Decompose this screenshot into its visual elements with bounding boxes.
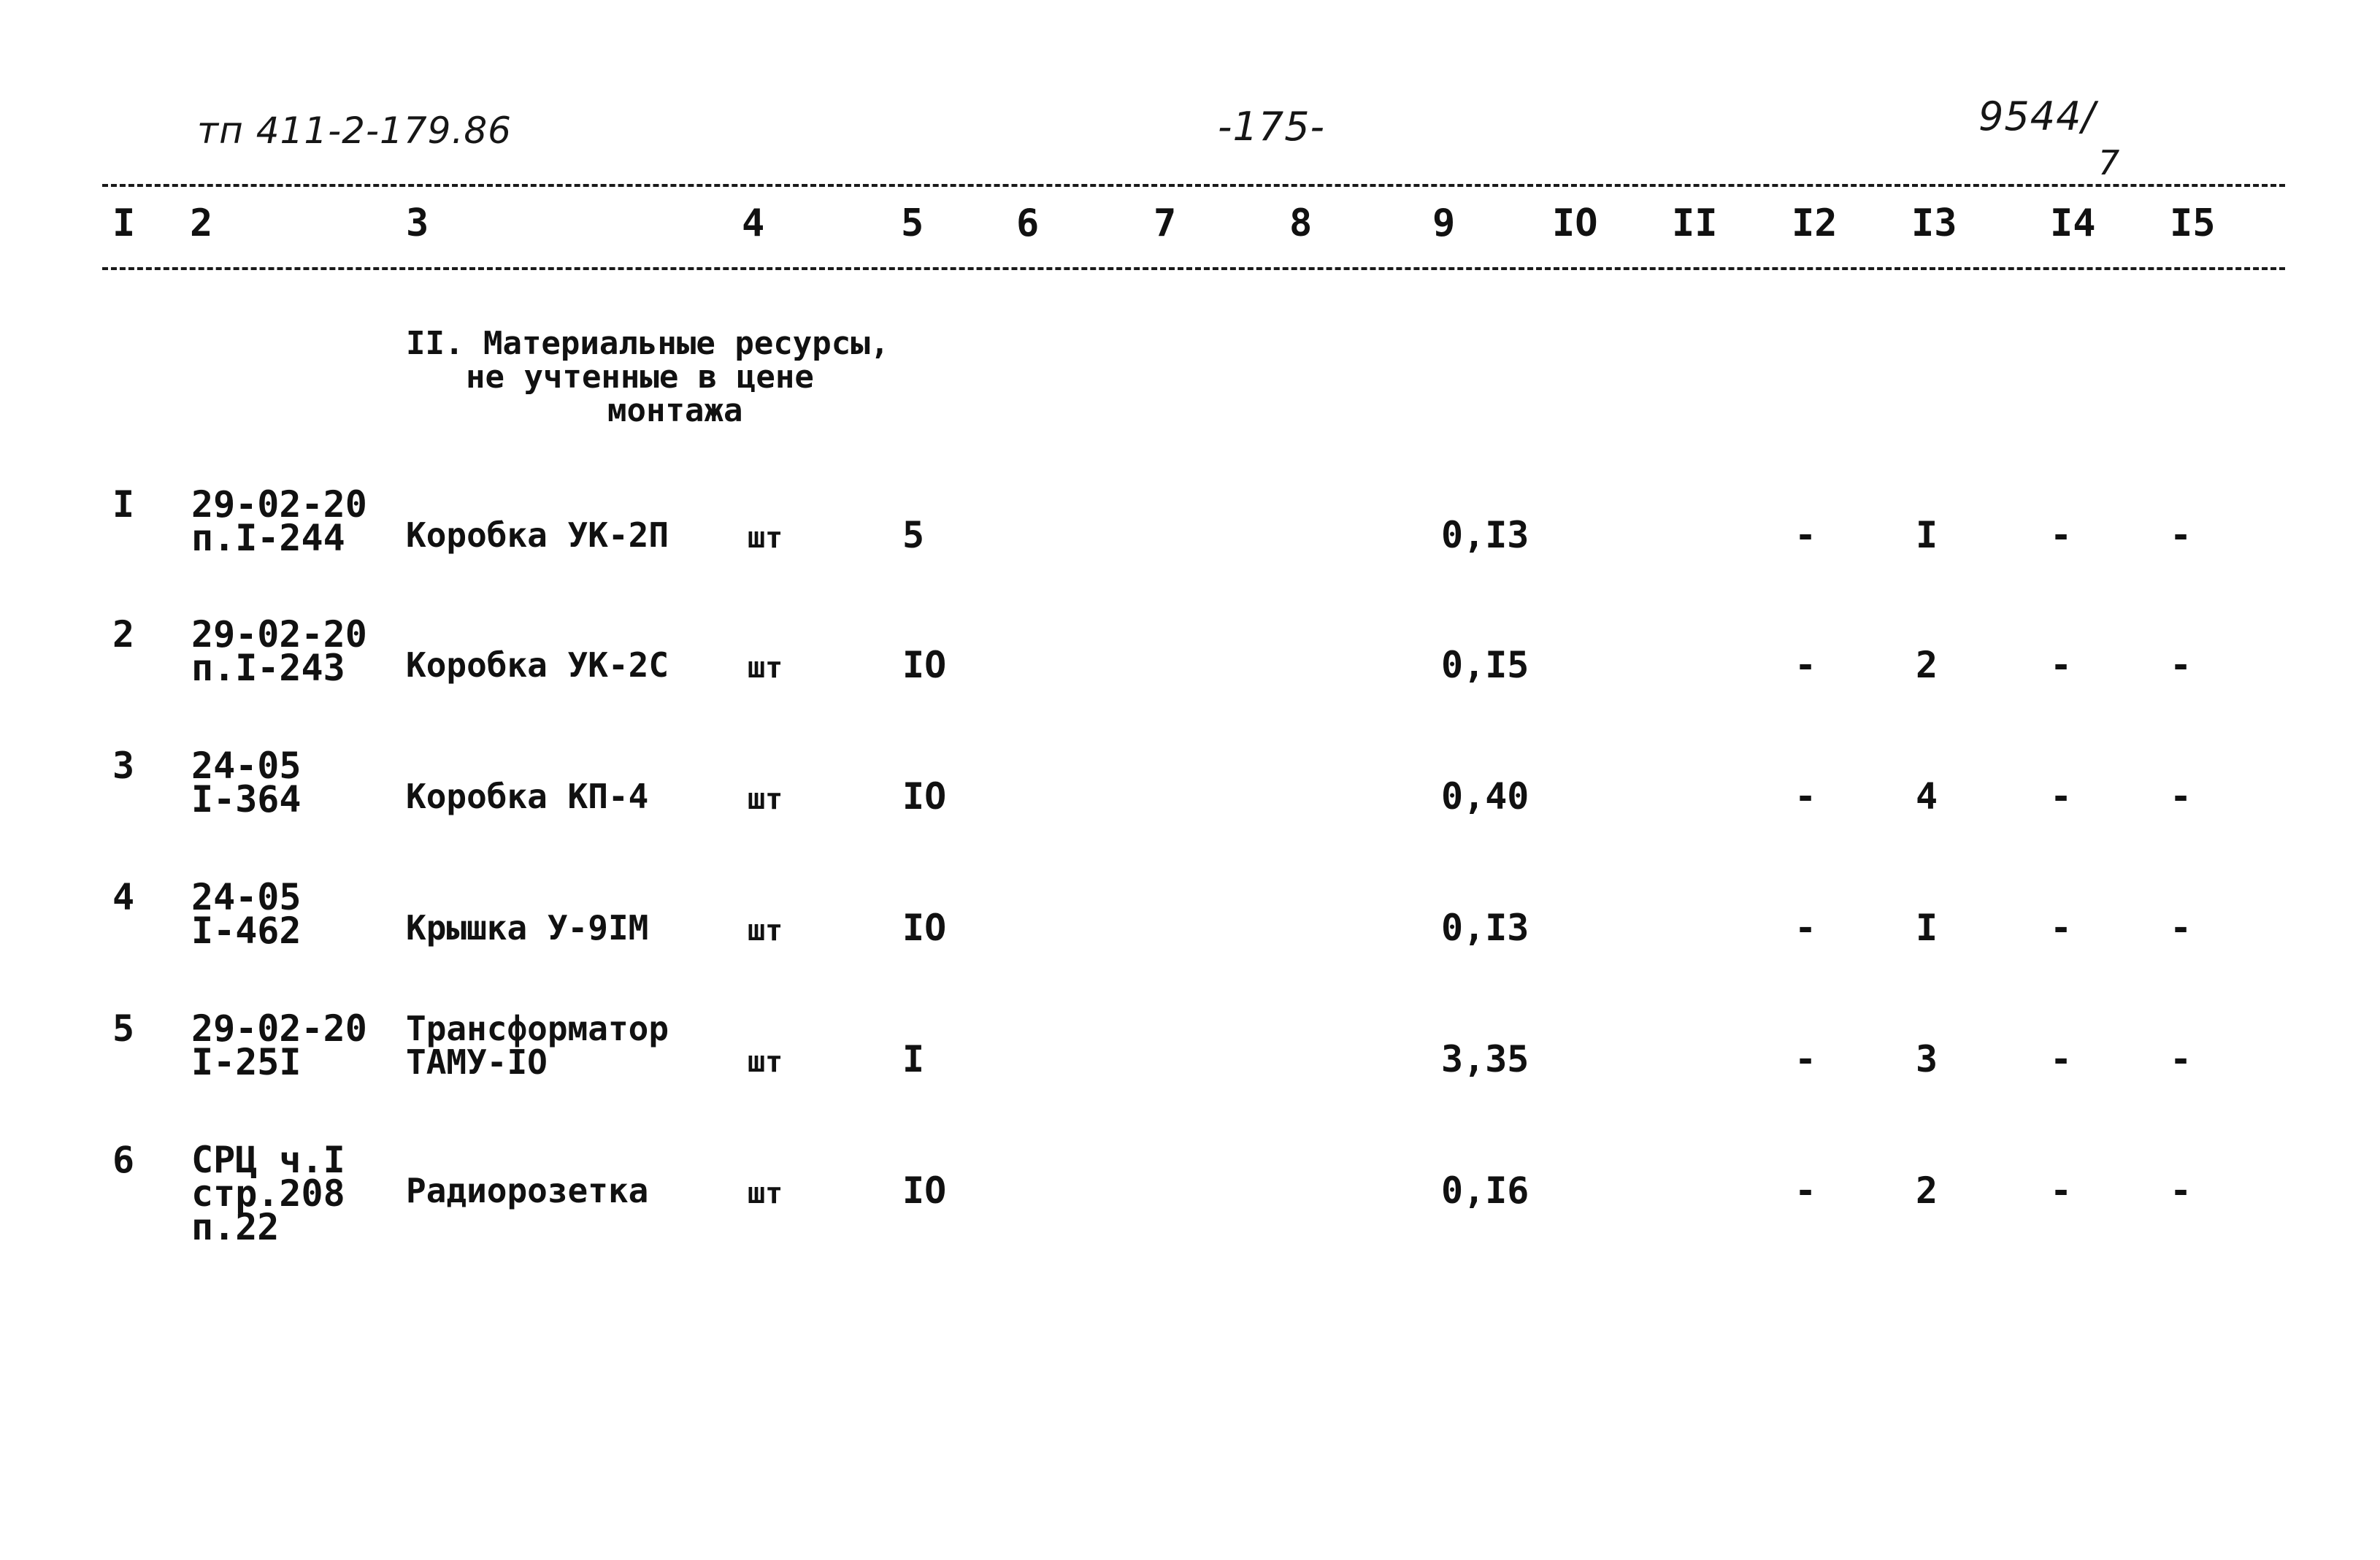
row-number: 3: [112, 745, 135, 787]
row-column-9: 0,I6: [1441, 1169, 1529, 1212]
table-row: [0, 745, 2380, 866]
row-column-9: 3,35: [1441, 1038, 1529, 1080]
row-column-15: -: [2170, 1169, 2192, 1212]
header-bottom-rule: [102, 267, 2285, 270]
row-column-14: -: [2050, 1169, 2073, 1212]
row-code: [191, 1139, 345, 1248]
row-unit: шт: [748, 914, 783, 948]
row-quantity: I: [902, 1038, 925, 1080]
row-code-line: СРЦ ч.I: [191, 1139, 345, 1181]
column-number: 8: [1289, 201, 1313, 245]
column-number: 4: [742, 201, 765, 245]
row-code-line: п.22: [191, 1206, 280, 1248]
row-column-12: -: [1794, 907, 1817, 949]
row-column-13: I: [1916, 907, 1938, 949]
row-code-line: п.I-244: [191, 517, 345, 559]
inventory-sub-number: 7: [2098, 143, 2121, 182]
row-column-14: -: [2050, 775, 2073, 818]
row-name: [406, 777, 649, 816]
row-code-line: стр.208: [191, 1172, 345, 1215]
column-number: 3: [406, 201, 429, 245]
row-column-13: 3: [1916, 1038, 1938, 1080]
row-name-line: Коробка УК-2С: [406, 645, 669, 685]
column-number: 7: [1153, 201, 1177, 245]
document-code: тп 411-2-179.86: [197, 109, 512, 152]
row-name-line: Радиорозетка: [406, 1171, 649, 1210]
row-name: [406, 908, 649, 948]
row-name: [406, 1171, 649, 1210]
row-column-14: -: [2050, 644, 2073, 686]
row-column-15: -: [2170, 775, 2192, 818]
page-number: -175-: [1218, 104, 1326, 150]
row-name-line: Коробка КП-4: [406, 777, 649, 816]
column-number: I3: [1911, 201, 1957, 245]
column-number: 9: [1432, 201, 1456, 245]
row-code: [191, 745, 302, 821]
row-column-15: -: [2170, 1038, 2192, 1080]
column-number: I4: [2050, 201, 2096, 245]
row-column-12: -: [1794, 644, 1817, 686]
section-title-line-3: монтажа: [607, 392, 743, 429]
row-unit: шт: [748, 1177, 783, 1210]
row-column-9: 0,I5: [1441, 644, 1529, 686]
row-column-14: -: [2050, 907, 2073, 949]
row-column-9: 0,I3: [1441, 514, 1529, 556]
row-column-12: -: [1794, 1169, 1817, 1212]
header-top-rule: [102, 184, 2285, 187]
section-title-line-2: не учтенные в цене: [466, 358, 814, 396]
row-column-13: I: [1916, 514, 1938, 556]
row-quantity: IO: [902, 644, 947, 686]
row-code-line: 29-02-20: [191, 613, 367, 656]
row-column-13: 2: [1916, 644, 1938, 686]
row-code: [191, 1007, 367, 1083]
row-code-line: 29-02-20: [191, 483, 367, 526]
row-column-13: 4: [1916, 775, 1938, 818]
column-number: I2: [1792, 201, 1838, 245]
row-column-9: 0,I3: [1441, 907, 1529, 949]
column-number: II: [1672, 201, 1718, 245]
row-name: [406, 1009, 669, 1082]
column-number: I5: [2170, 201, 2216, 245]
row-number: 5: [112, 1007, 135, 1050]
row-column-14: -: [2050, 514, 2073, 556]
row-name: [406, 515, 669, 555]
row-number: I: [112, 483, 135, 526]
row-unit: шт: [748, 521, 783, 555]
row-code-line: п.I-243: [191, 647, 345, 689]
row-name-line: Коробка УК-2П: [406, 515, 669, 555]
row-code-line: I-25I: [191, 1041, 302, 1083]
row-quantity: IO: [902, 775, 947, 818]
section-title-line-1: II. Материальные ресурсы,: [406, 325, 890, 362]
column-number: IO: [1552, 201, 1598, 245]
row-column-15: -: [2170, 644, 2192, 686]
row-name-line: ТАМУ-IO: [406, 1042, 548, 1082]
row-quantity: 5: [902, 514, 925, 556]
row-code-line: I-364: [191, 778, 302, 821]
row-unit: шт: [748, 651, 783, 685]
table-row: [0, 1139, 2380, 1260]
row-column-12: -: [1794, 1038, 1817, 1080]
section-title: [406, 327, 889, 428]
column-number: I: [112, 201, 136, 245]
row-number: 2: [112, 613, 135, 656]
row-code: [191, 876, 302, 952]
column-number: 5: [901, 201, 924, 245]
row-quantity: IO: [902, 907, 947, 949]
inventory-number: 9544/: [1978, 93, 2096, 139]
row-column-15: -: [2170, 514, 2192, 556]
column-number: 6: [1016, 201, 1040, 245]
row-code-line: 24-05: [191, 876, 302, 918]
row-name-line: Крышка У-9IМ: [406, 908, 649, 948]
row-number: 4: [112, 876, 135, 918]
table-row: [0, 1007, 2380, 1129]
row-column-13: 2: [1916, 1169, 1938, 1212]
row-quantity: IO: [902, 1169, 947, 1212]
row-column-12: -: [1794, 775, 1817, 818]
row-code-line: 24-05: [191, 745, 302, 787]
row-code-line: I-462: [191, 910, 302, 952]
row-code-line: 29-02-20: [191, 1007, 367, 1050]
row-column-15: -: [2170, 907, 2192, 949]
column-number: 2: [190, 201, 213, 245]
row-column-9: 0,40: [1441, 775, 1529, 818]
row-code: [191, 613, 367, 689]
row-name: [406, 645, 669, 685]
table-row: [0, 613, 2380, 734]
row-number: 6: [112, 1139, 135, 1181]
row-column-14: -: [2050, 1038, 2073, 1080]
table-row: [0, 483, 2380, 604]
row-code: [191, 483, 367, 559]
row-name-line: Трансформатор: [406, 1009, 669, 1048]
row-unit: шт: [748, 783, 783, 816]
row-unit: шт: [748, 1045, 783, 1079]
row-column-12: -: [1794, 514, 1817, 556]
table-row: [0, 876, 2380, 997]
